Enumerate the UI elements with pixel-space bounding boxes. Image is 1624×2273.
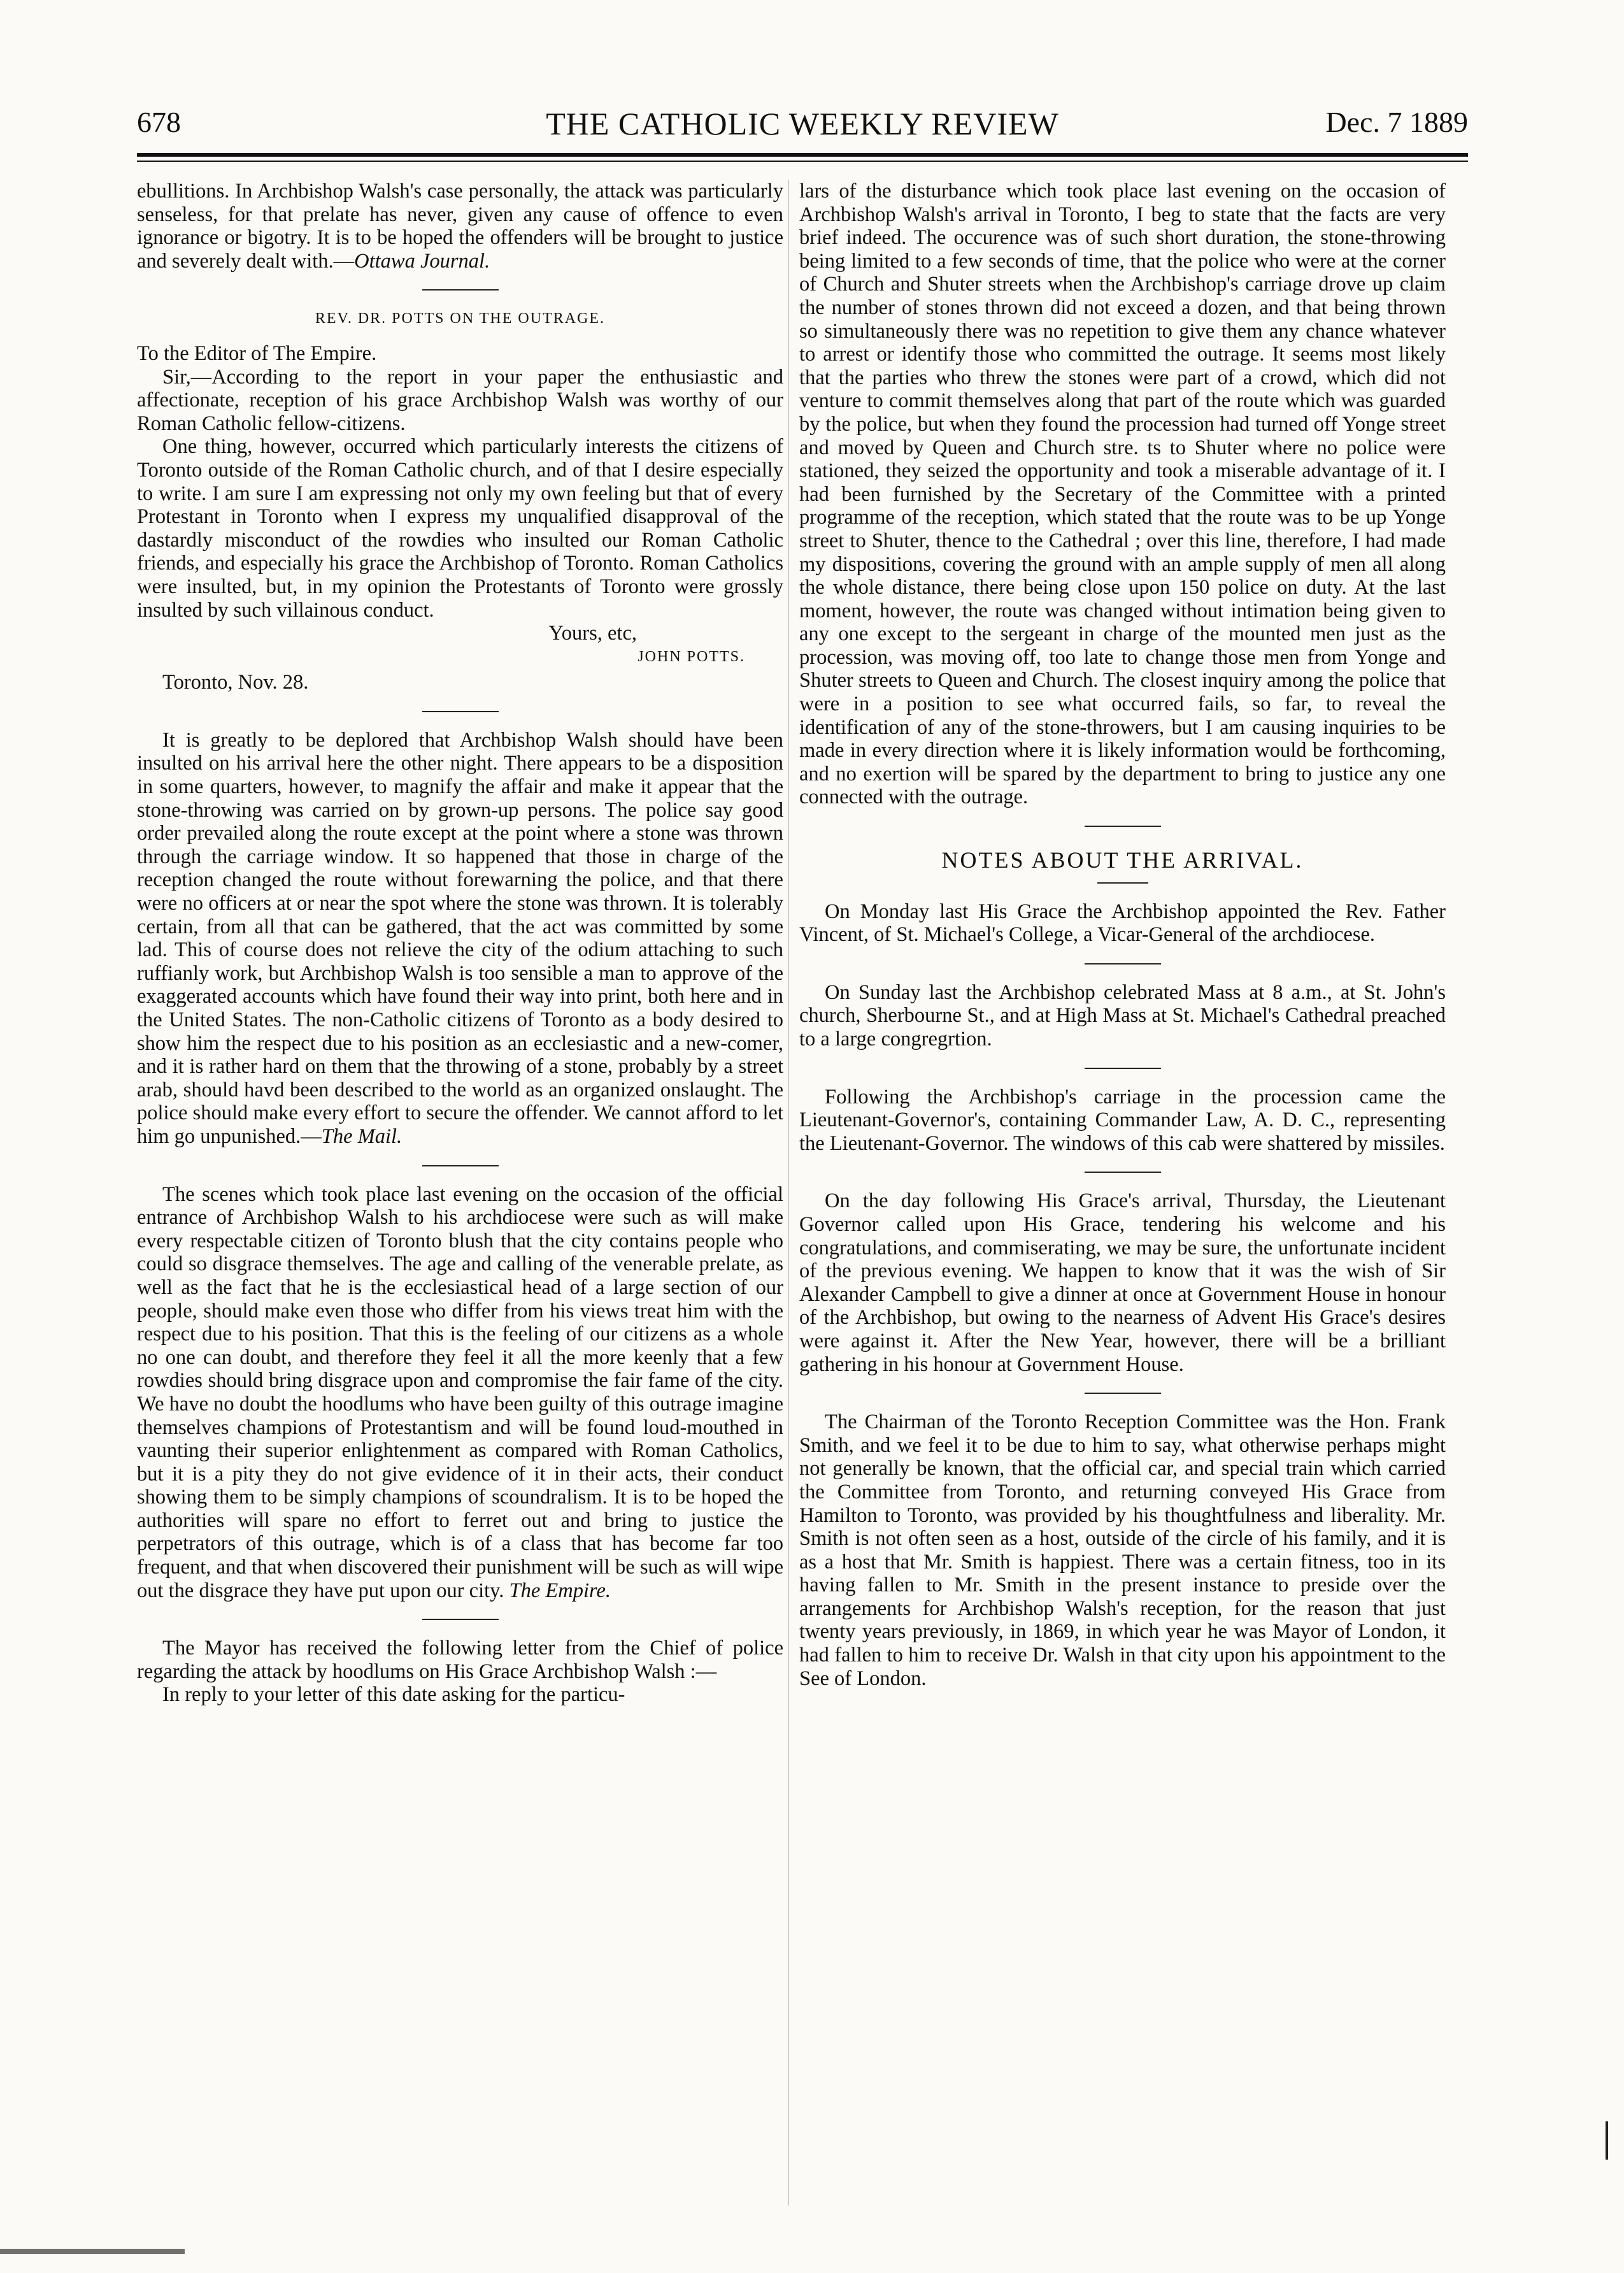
letter-closing-line: [137, 622, 783, 645]
empire-paragraph: The scenes which took place last evening on the occasion of the official entrance of Archbishop Walsh to his archdiocese were such as will make every respectable citizen of Toronto blush that the city contains people who could so disgrace themselves. The age and calling of the venerable prelate, as well as the fact that he is the ecclesiastical head of a large section of our people, should make even those who differ from his views treat him with the respect due to his position. That this is the feeling of our citizens as a whole no one can doubt, and therefore they feel it all the more keenly that a few rowdies should bring disgrace upon and compromise the fair fame of the city. We have no doubt the hoodlums who have been guilty of this outrage imagine themselves champions of Protestantism and will be found loud-mouthed in vaunting their superior enlightenment as compared with Roman Catholics, but it is a pity they do not give evidence of it in their acts, their conduct showing them to be simply champions of scoundralism. It is to be hoped the authorities will spare no effort to ferret out and bring to justice the perpetrators of this outrage, which is of a class that has become far too frequent, and that when discovered their punishment will be such as will wipe out the disgrace they have put upon our city. The Empire.: [137, 1182, 783, 1602]
page-header: [137, 105, 1468, 150]
chief-letter-continued: lars of the disturbance which took place last evening on the occasion of Archbishop Walsh's arrival in Toronto, I beg to state that the facts are very brief indeed. The occurence was of such short duration, the stone-throwing being limited to a few seconds of time, that the police who were at the corner of Church and Shuter streets when the Archbishop's carriage drove up claim the number of stones thrown did not exceed a dozen, and that being thrown so simultaneously there was no repetition to give them any chance whatever to arrest or identify those who committed the outrage. It seems most likely that the parties who threw the stones were part of a crowd, which did not venture to commit themselves along that part of the route which was guarded by the police, but when they found the procession had turned off Yonge street and moved by Queen and Church stre. ts to Shuter where no police were stationed, they seized the opportunity and took a miserable advantage of it. I had been furnished by the Secretary of the Committee with a printed programme of the reception, which stated that the route was to be up Yonge street to Shuter, thence to the Cathedral ; over this line, therefore, I had made my dispositions, covering the ground with an ample supply of men all along the whole distance, there being close upon 150 police on duty. At the last moment, however, the route was changed without intimation being given to any one except to the sergeant in charge of the mounted men just as the procession, was moving off, too late to change those men from Yonge and Shuter streets to Queen and Church. The closest inquiry among the police that were in a position to see what occurred fails, so far, to reveal the identification of any of the stone-throwers, but I am causing inquiries to be made in every direction where it is likely information would be forthcoming, and no exertion will be spared by the department to bring to justice any one connected with the outrage.: [799, 180, 1446, 809]
notes-heading: NOTES ABOUT THE ARRIVAL.: [941, 847, 1304, 873]
separator-rule: [1085, 1172, 1161, 1173]
note-frank-smith: The Chairman of the Toronto Reception Committee was the Hon. Frank Smith, and we feel it to be due to him to say, what otherwise perhaps might not generally be known, that the official car, and special train which carried the Committee from Toronto, and returning conveyed His Grace from Hamilton to Toronto, was provided by his thoughtfulness and liberality. Mr. Smith is not often seen as a host, outside of the circle of his family, and it is as a host that Mr. Smith is happiest. There was a certain fitness, too in its having fallen to Mr. Smith in the present instance to preside over the arrangements for Archbishop Walsh's reception, for the reason that just twenty years previously, in 1869, in which year he was Mayor of London, it had fallen to him to receive Dr. Walsh in that city upon his appointment to the See of London.: [799, 1410, 1446, 1690]
note-procession: Following the Archbishop's carriage in the procession came the Lieutenant-Governor's, containing Commander Law, A. D. C., representing the Lieutenant-Governor. The windows of this cab were shattered by missiles.: [799, 1085, 1446, 1155]
letter-closing: Yours, etc,: [548, 622, 637, 645]
chief-letter-start: In reply to your letter of this date asking for the particu-: [162, 1683, 625, 1707]
note-mass: On Sunday last the Archbishop celebrated Mass at 8 a.m., at St. John's church, Sherbourne St., and at High Mass at St. Michael's Cathedral preached to a large congregrtion.: [799, 980, 1446, 1050]
issue-date: Dec. 7 1889: [1325, 106, 1468, 138]
separator-rule: [422, 1165, 499, 1166]
letter-dateline: Toronto, Nov. 28.: [162, 671, 309, 694]
separator-rule: [422, 289, 499, 290]
masthead-title: THE CATHOLIC WEEKLY REVIEW: [546, 106, 1059, 141]
source-empire: The Empire.: [509, 1579, 611, 1602]
separator-rule: [1085, 963, 1161, 964]
print-smudge: [0, 2249, 185, 2254]
separator-rule: [1085, 1393, 1161, 1394]
potts-paragraph-2: One thing, however, occurred which particularly interests the citizens of Toronto outside of the Roman Catholic church, and of that I desire especially to write. I am sure I am expressing not only my own feeling but that of every Protestant in Toronto when I express my unqualified disapproval of the dastardly misconduct of the rowdies who insulted our Roman Catholic friends, and especially his grace the Archbishop of Toronto. Roman Catholics were insulted, but, in my opinion the Protestants of Toronto were grossly insulted by such villainous conduct.: [137, 435, 783, 622]
header-rule-thin: [137, 161, 1468, 162]
separator-rule: [1097, 882, 1148, 884]
right-column: [799, 180, 1446, 2205]
potts-heading: REV. DR. POTTS ON THE OUTRAGE.: [315, 310, 606, 327]
potts-paragraph-1: Sir,—According to the report in your paper the enthusiastic and affectionate, reception of his grace Archbishop Walsh was worthy of our Roman Catholic fellow-citizens.: [137, 365, 783, 435]
separator-rule: [422, 711, 499, 712]
separator-rule: [422, 1619, 499, 1620]
header-rule-thick: [137, 153, 1468, 157]
mayor-paragraph: The Mayor has received the following letter from the Chief of police regarding the attack by hoodlums on His Grace Archbishop Walsh :—: [137, 1637, 783, 1683]
letter-salutation: To the Editor of The Empire.: [137, 341, 377, 365]
margin-mark: [1606, 2121, 1608, 2160]
source-ottawa: Ottawa Journal.: [354, 249, 490, 273]
letter-signature: JOHN POTTS.: [637, 648, 745, 665]
note-vicar-general: On Monday last His Grace the Archbishop appointed the Rev. Father Vincent, of St. Michael's College, a Vicar-General of the archdiocese.: [799, 900, 1446, 947]
source-mail: The Mail.: [321, 1124, 402, 1148]
mail-paragraph: It is greatly to be deplored that Archbishop Walsh should have been insulted on his arrival here the other night. There appears to be a disposition in some quarters, however, to magnify the affair and make it appear that the stone-throwing was carried on by grown-up persons. The police say good order prevailed along the route except at the point where a stone was thrown through the carriage window. It so happened that those in charge of the reception changed the route without forewarning the police, and that there were no officers at or near the spot where the stone was thrown. It is tolerably certain, from all that can be gathered, that the act was committed by some lad. This of course does not relieve the city of the odium attaching to such ruffianly work, but Archbishop Walsh is too sensible a man to approve of the exaggerated accounts which have found their way into print, both here and in the United States. The non-Catholic citizens of Toronto as a body desired to show him the respect due to his position as an ecclesiastic and a new-comer, and it is rather hard on them that the throwing of a stone, probably by a street arab, should havd been described to the world as an organized onslaught. The police should make every effort to secure the offender. We cannot afford to let him go unpunished.—The Mail.: [137, 728, 783, 1148]
separator-rule: [1085, 826, 1161, 827]
note-lieutenant-governor: On the day following His Grace's arrival, Thursday, the Lieutenant Governor called upon His Grace, tendering his welcome and his congratulations, and commiserating, we may be sure, the unfortunate incident of the previous evening. We happen to know that it was the wish of Sir Alexander Campbell to give a dinner at once at Government House in honour of the Archbishop, but owing to the nearness of Advent His Grace's desires were against it. After the New Year, however, there will be a brilliant gathering in his honour at Government House.: [799, 1189, 1446, 1376]
left-column: [137, 180, 783, 2205]
separator-rule: [1085, 1068, 1161, 1069]
ottawa-paragraph: ebullitions. In Archbishop Walsh's case personally, the attack was particularly senseless, for that prelate has never, given any cause of offence to even ignorance or bigotry. It is to be hoped the offenders will be brought to justice and severely dealt with.—Ottawa Journal.: [137, 180, 783, 273]
page-number: 678: [137, 106, 181, 138]
